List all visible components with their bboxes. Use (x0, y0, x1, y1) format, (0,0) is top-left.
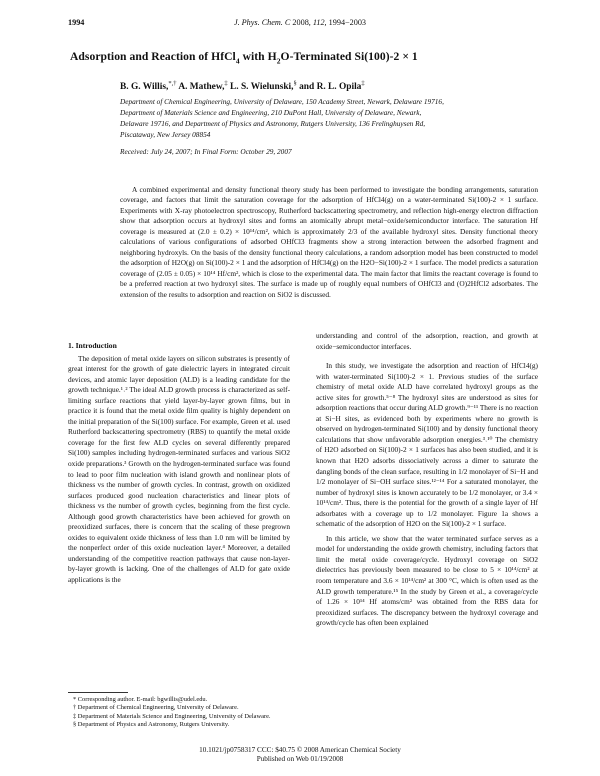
affiliation-line: Department of Chemical Engineering, University of Delaware, 150 Academy Street, Newark, Delaware 19716, (120, 97, 444, 106)
journal-pages: 1994−2003 (328, 18, 367, 27)
affiliation-line: Department of Materials Science and Engineering, 210 DuPont Hall, University of Delaware, Newark, (120, 107, 422, 117)
journal-volume: 112, (312, 18, 327, 27)
page-number: 1994 (68, 18, 85, 27)
abstract: A combined experimental and density functional theory study has been performed to investigate the bonding arrangements, saturation coverage, and factors that limit the saturation coverage for the adsorption of HfCl4(g) on a water-terminated Si(100)-2 × 1 surface. Experiments with X-ray photoelectron spectroscopy, Rutherford backscattering spectrometry, and reflection high-energy electron diffraction show that adsorption occurs at hydroxyl sites and forms an atomically abrupt metal−oxide/semiconductor interface. The saturation Hf coverage is measured at (2.0 ± 0.2) × 10¹⁴/cm², which is approximately 2/3 of the available hydroxyl sites. Density functional theory calculations of various configurations of adsorbed OHfCl3 fragments show a strong interaction between the adsorbed fragment and neighboring hydroxyls. On the basis of the density functional theory calculations, a random adsorption model has been constructed to model the adsorption of H2O(g) on Si(100)-2 × 1 and the adsorption of HfCl4(g) on the H2O−Si(100)-2 × 1 surface. The model predicts a saturation coverage of (2.05 ± 0.05) × 10¹⁴ Hf/cm², which is close to the experimental data. The main factor that limits the reactant coverage is found to be a preferred reaction at two hydroxyl sites. The surface is made up of roughly equal numbers of OHfCl3 and (O)2HfCl2 adsorbates. The extension of the results to adsorption and reaction on SiO2 is discussed. (120, 185, 538, 299)
received-dates: Received: July 24, 2007; In Final Form: October 29, 2007 (120, 147, 292, 156)
affiliation-line: Piscataway, New Jersey 08854 (120, 129, 211, 139)
author-list: B. G. Willis,*,† A. Mathew,‡ L. S. Wielunski,§ and R. L. Opila‡ (120, 80, 365, 93)
paragraph: understanding and control of the adsorption, reaction, and growth at oxide−semiconductor interfaces. (316, 331, 538, 351)
footnote: * Corresponding author. E-mail: bgwillis@udel.edu. (73, 696, 208, 703)
paragraph: The deposition of metal oxide layers on silicon substrates is presently of great interest for the growth of gate dielectric layers in integrated circuit devices, and atomic layer deposition (ALD) is a leading candidate for the growth technique.¹˒² The ideal ALD growth process is characterized as self-limiting surface reactions that yield layer-by-layer grown films, but in practice it is found that the metal oxide film quality is highly dependent on the initial preparation of the Si(100) surface. For example, Green et al. used Rutherford backscattering spectrometry (RBS) to quantify the metal oxide coverage for the first few ALD cycles on several differently prepared Si(100) samples including hydrogen-terminated surfaces and various SiO2 oxide preparations.³ Growth on the hydrogen-terminated surface was found to lead to poor film nucleation with island growth and nonlinear plots of thickness vs the number of growth cycles. In contrast, growth on oxidized surfaces produced good nucleation characteristics and linear plots of thickness vs the number of growth cycles, beginning from the first cycle. Although good growth characteristics have been achieved for growth on preoxidized surfaces, there is concern that the scaling of these pregrown oxides to equivalent oxide thickness of less than 1.0 nm will be limited by the nonperfect order of this oxide nucleation layer.⁴ Moreover, a detailed understanding of the competitive reaction pathways that cause non-layer-by-layer growth is lacking. One of the challenges of ALD for gate oxide applications is the (68, 353, 290, 585)
footnote: ‡ Department of Materials Science and Engineering, University of Delaware. (73, 712, 271, 720)
left-column (68, 331, 290, 588)
article-title: Adsorption and Reaction of HfCl$_4$ with $H_2O$-Terminated Si(100)-2 × 1 (70, 50, 418, 66)
section-heading: 1. Introduction (68, 341, 117, 350)
publication-date: Published on Web 01/19/2008 (256, 755, 344, 764)
doi-line: 10.1021/jp0758317 CCC: $40.75 © 2008 American Chemical Society (199, 746, 401, 754)
right-column (316, 331, 538, 631)
running-header (0, 18, 600, 30)
affiliation-line: Delaware 19716, and Department of Physics and Astronomy, Rutgers University, 136 Frelinghuysen Rd, (120, 118, 426, 128)
footnote: § Department of Physics and Astronomy, Rutgers University. (73, 721, 230, 729)
page-footer (0, 746, 600, 764)
journal-citation (0, 18, 600, 27)
paragraph: In this article, we show that the water terminated surface serves as a model for understanding the oxide growth chemistry, including factors that limit the metal oxide coverage/cycle. Hydroxyl coverage on SiO2 dielectrics has previously been measured to be close to 5 × 10¹⁴/cm² at room temperature and 3.6 × 10¹⁴/cm² at 300 °C, which is often used as the ALD growth temperature.¹⁵ In the study by Green et al., a coverage/cycle of 1.26 × 10¹⁴ Hf atoms/cm² was obtained from the RBS data for preoxidized surfaces. The discrepancy between the hydroxyl coverage and growth/cycle has often been explained (316, 533, 538, 628)
journal-year: 2008, (292, 18, 311, 27)
footnote: † Department of Chemical Engineering, University of Delaware. (73, 704, 239, 712)
journal-name: J. Phys. Chem. C (233, 18, 291, 27)
paragraph: In this study, we investigate the adsorption and reaction of HfCl4(g) with water-terminated Si(100)-2 × 1. Previous studies of the surface chemistry of metal oxide ALD have correlated hydroxyl groups as the active sites for growth.⁵⁻⁸ The hydroxyl sites are understood as sites for adsorption reactions that occur during ALD growth.⁹⁻¹¹ There is no reaction at Si−H sites, as evidenced both by experiments where no growth is observed on hydrogen-terminated Si(100) and by density functional theory calculations that show unfavorable adsorption energies.³˒¹⁰ The chemistry of H2O adsorbed on Si(100)-2 × 1 surfaces has also been studied, and it is known that H2O adsorbs dissociatively across a dimer to saturate the dangling bonds of the clean surface, resulting in 1/2 monolayer of Si−H and 1/2 monolayer of Si−OH surface sites.¹²⁻¹⁴ For a saturated monolayer, the number of hydroxyl sites is known accurately to be 1/2 monolayer, or 3.4 × 10¹⁴/cm². Thus, there is the potential for the growth of a single layer of Hf adsorbates with a coverage up to 1/2 monolayer. Figure 1a shows a schematic of the adsorption of H2O on the Si(100)-2 × 1 surface. (316, 361, 538, 529)
affiliations (120, 97, 540, 141)
footnotes (68, 696, 290, 730)
footnote-rule (68, 692, 128, 693)
